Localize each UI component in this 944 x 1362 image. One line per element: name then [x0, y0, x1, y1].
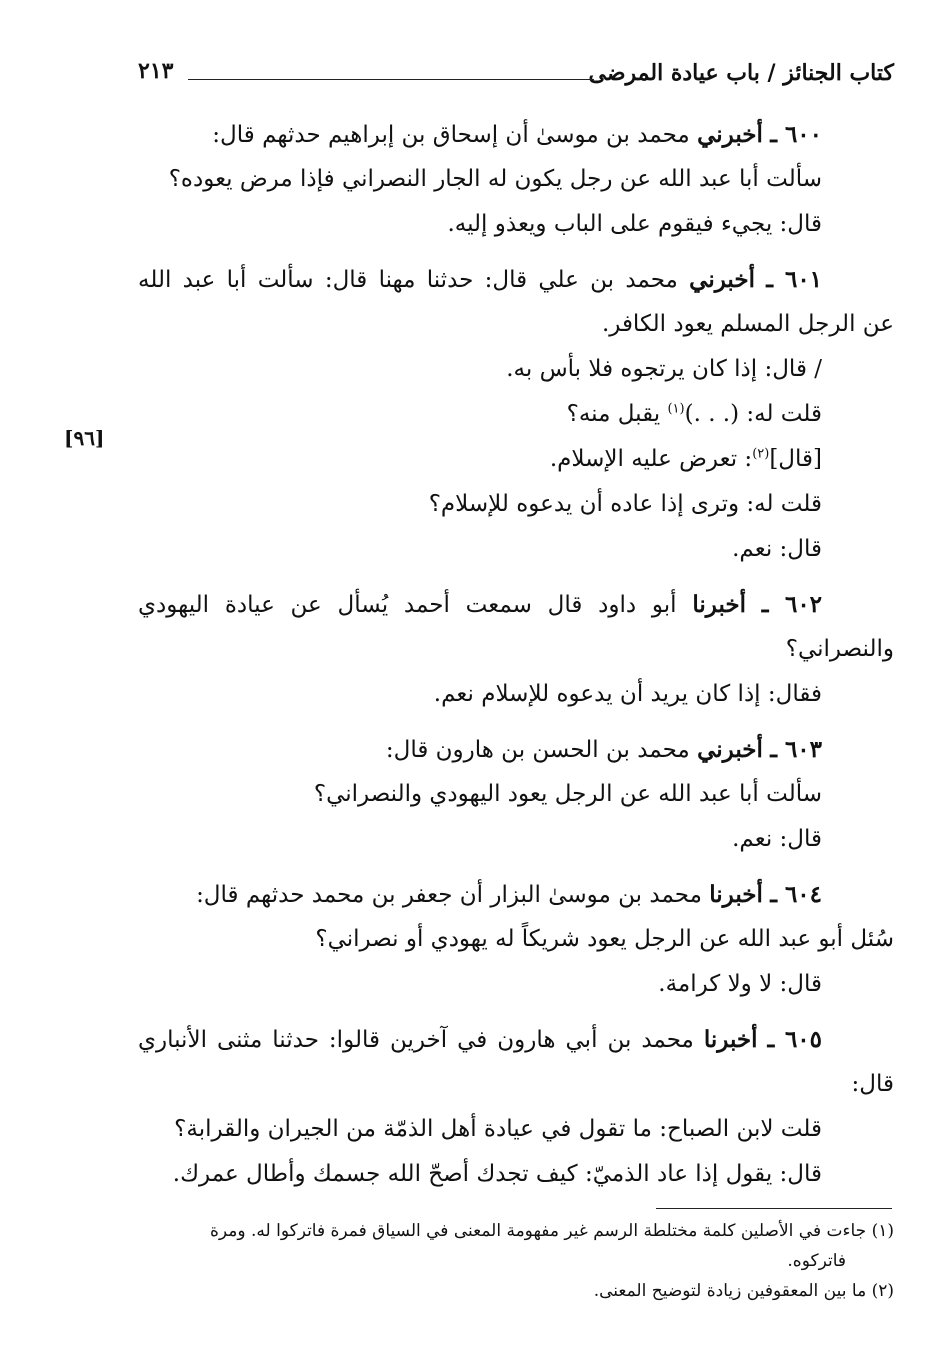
- entry-text: [قال]: [769, 446, 822, 472]
- entry-keyword: أخبرني: [689, 266, 755, 293]
- page-number: ٢١٣: [138, 58, 174, 84]
- footnote-number: (٢): [871, 1281, 894, 1301]
- page-body: [138, 112, 894, 1207]
- entry-line: / قال: إذا كان يرتجوه فلا بأس به.: [506, 356, 822, 382]
- entry-line: قال: يجيء فيقوم على الباب ويعذو إليه.: [447, 211, 822, 237]
- footnote-text: جاءت في الأصلين كلمة مختلطة الرسم غير مفهومة المعنى في السياق فمرة فاتركوا له. ومرة: [209, 1221, 867, 1241]
- entry-text: قلت له: (. . .): [684, 401, 822, 427]
- entry-keyword: أخبرنا: [709, 881, 763, 908]
- entry-text: محمد بن موسىٰ البزار أن جعفر بن محمد حدثهم قال:: [196, 882, 702, 908]
- entry-text: يقبل منه؟: [566, 401, 661, 427]
- entry-line: [138, 257, 894, 302]
- entry-line: قال:: [851, 1071, 894, 1097]
- footnote-line: فاتركوه.: [787, 1251, 846, 1271]
- entry-number: ٦٠١ ـ: [766, 266, 823, 293]
- entry-text: محمد بن موسىٰ أن إسحاق بن إبراهيم حدثهم قال:: [212, 122, 690, 148]
- entry-line: قال: نعم.: [732, 826, 822, 852]
- entry-line: سألت أبا عبد الله عن الرجل يعود اليهودي والنصراني؟: [313, 781, 822, 807]
- footnote-2: [138, 1276, 894, 1306]
- footnote-text: ما بين المعقوفين زيادة لتوضيح المعنى.: [593, 1281, 867, 1301]
- header-rule: [188, 79, 594, 80]
- entry-line: [138, 112, 894, 157]
- entry-text: محمد بن علي قال: حدثنا مهنا قال: سألت أبا عبد الله: [138, 267, 678, 293]
- entry-number: ٦٠٥ ـ: [767, 1026, 822, 1053]
- footnote-ref: (٢): [752, 446, 770, 462]
- entry-text: أبو داود قال سمعت أحمد يُسأل عن عيادة اليهودي: [138, 592, 677, 618]
- entry-number: ٦٠٢ ـ: [761, 591, 823, 618]
- entry-number: ٦٠٠ ـ: [770, 121, 822, 148]
- entry-line: [138, 1017, 894, 1062]
- entry-line: [138, 727, 894, 772]
- entry-line: عن الرجل المسلم يعود الكافر.: [601, 311, 894, 337]
- running-title: كتاب الجنائز / باب عيادة المرضى: [588, 60, 894, 86]
- entry-keyword: أخبرنا: [703, 1026, 758, 1053]
- entry-number: ٦٠٣ ـ: [770, 736, 822, 763]
- entry-604: [138, 872, 894, 1007]
- entry-line: قال: لا ولا كرامة.: [658, 971, 822, 997]
- entry-line: سُئل أبو عبد الله عن الرجل يعود شريكاً له يهودي أو نصراني؟: [315, 926, 894, 952]
- entry-600: [138, 112, 894, 247]
- entry-keyword: أخبرني: [697, 121, 763, 148]
- entry-line: سألت أبا عبد الله عن رجل يكون له الجار النصراني فإذا مرض يعوده؟: [168, 166, 822, 192]
- entry-line: [قال]$^{(٢)}$: تعرض عليه الإسلام.: [549, 446, 822, 472]
- entry-line: قال: نعم.: [732, 536, 822, 562]
- entry-603: [138, 727, 894, 862]
- footnote-rule: [656, 1208, 892, 1209]
- margin-page-marker: [٩٦]: [64, 426, 105, 450]
- page-header: [138, 58, 894, 98]
- entry-line: [138, 582, 894, 627]
- footnotes: [138, 1216, 894, 1306]
- entry-605: [138, 1017, 894, 1197]
- footnote-1: [138, 1216, 894, 1246]
- entry-text: تعرض عليه الإسلام.: [549, 446, 738, 472]
- entry-line: والنصراني؟: [785, 636, 894, 662]
- entry-keyword: أخبرني: [697, 736, 763, 763]
- entry-line: [138, 392, 894, 437]
- footnote-ref: (١): [667, 401, 685, 417]
- entry-text: محمد بن الحسن بن هارون قال:: [385, 737, 690, 763]
- entry-602: [138, 582, 894, 717]
- entry-keyword: أخبرنا: [692, 591, 746, 618]
- entry-line: فقال: إذا كان يريد أن يدعوه للإسلام نعم.: [433, 681, 822, 707]
- entry-601: [138, 257, 894, 572]
- entry-line: قلت لابن الصباح: ما تقول في عيادة أهل الذمّة من الجيران والقرابة؟: [174, 1116, 822, 1142]
- footnote-number: (١): [871, 1221, 894, 1241]
- entry-line: قال: يقول إذا عاد الذميّ: كيف تجدك أصحّ الله جسمك وأطال عمرك.: [172, 1161, 822, 1187]
- entry-line: [138, 872, 894, 917]
- entry-line: قلت له: وترى إذا عاده أن يدعوه للإسلام؟: [428, 491, 822, 517]
- entry-number: ٦٠٤ ـ: [770, 881, 822, 908]
- entry-text: محمد بن أبي هارون في آخرين قالوا: حدثنا مثنى الأنباري: [138, 1027, 694, 1053]
